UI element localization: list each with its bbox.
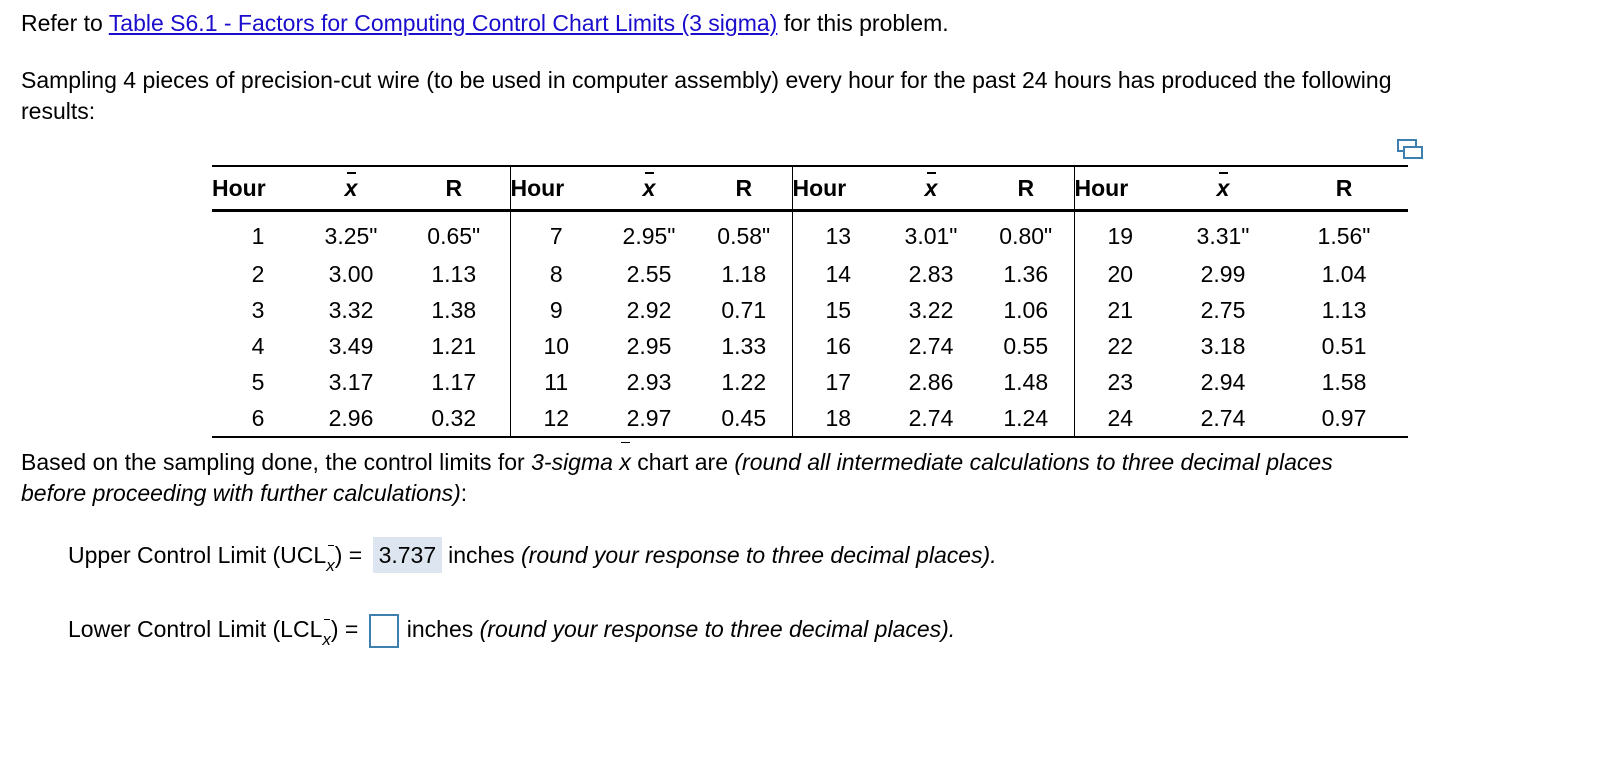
hour-cell: 18 (792, 400, 884, 437)
hour-cell: 9 (549, 296, 563, 323)
range-cell: 1.06 (978, 292, 1074, 328)
problem-statement-line2: results: (21, 98, 96, 124)
xbar-cell: 3.49 (328, 332, 374, 359)
header-hour: Hour (1074, 166, 1166, 211)
hour-cell: 4 (251, 332, 265, 359)
xbar-cell: 2.74 (908, 332, 954, 359)
lcl-row (68, 611, 955, 650)
table-row (212, 292, 1408, 328)
hour-cell: 17 (825, 368, 852, 395)
hour-cell: 2 (251, 260, 265, 287)
question-line2: before proceeding with further calculations): (21, 480, 468, 506)
range-cell: 1.13 (1321, 296, 1367, 323)
xbar-cell: 3.31" (1196, 222, 1250, 249)
ucl-equals: ) = (334, 542, 369, 568)
hour-cell: 24 (1074, 400, 1166, 437)
hour-cell: 12 (510, 400, 602, 437)
header-hour: Hour (792, 166, 884, 211)
xbar-cell: 3.01" (904, 222, 958, 249)
xbar-cell: 2.74 (884, 400, 978, 437)
header-xbar: x (602, 166, 696, 211)
table-row (212, 364, 1408, 400)
hour-cell: 22 (1107, 332, 1134, 359)
hour-cell: 10 (543, 332, 570, 359)
range-cell: 1.22 (696, 364, 792, 400)
hour-cell: 8 (549, 260, 563, 287)
range-cell: 1.04 (1321, 260, 1367, 287)
table-s6-1-link[interactable]: Table S6.1 - Factors for Computing Control Chart Limits (3 sigma) (108, 10, 778, 36)
table-row (212, 256, 1408, 292)
header-range: R (978, 166, 1074, 211)
intro-line (21, 7, 949, 39)
intro-suffix: for this problem. (777, 10, 949, 36)
rounding-instruction-cont: before proceeding with further calculations) (21, 480, 461, 506)
wire-sample-table (212, 165, 1408, 438)
xbar-cell: 2.95 (626, 332, 672, 359)
lcl-unit: inches (406, 616, 480, 642)
xbar-cell: 2.75 (1200, 296, 1246, 323)
xbar-cell: 3.18 (1200, 332, 1246, 359)
xbar-cell: 2.83 (908, 260, 954, 287)
copy-table-icon[interactable] (1397, 138, 1423, 160)
range-cell: 0.71 (696, 292, 792, 328)
ucl-unit: inches (448, 542, 522, 568)
range-cell: 1.38 (398, 292, 510, 328)
header-range: R (696, 166, 792, 211)
range-cell: 0.65" (398, 211, 510, 257)
hour-cell: 5 (251, 368, 265, 395)
table-row (212, 211, 1408, 257)
hour-cell: 21 (1107, 296, 1134, 323)
range-cell: 0.55 (978, 328, 1074, 364)
question-line1 (21, 446, 1333, 478)
range-cell: 1.33 (696, 328, 792, 364)
range-cell: 1.13 (398, 256, 510, 292)
hour-cell: 11 (544, 368, 569, 395)
xbar-cell: 2.99 (1200, 260, 1246, 287)
lcl-xbar-subscript: x (322, 622, 331, 658)
hour-cell: 20 (1107, 260, 1134, 287)
hour-cell: 7 (549, 222, 563, 249)
range-cell: 1.58 (1321, 368, 1367, 395)
range-cell: 0.80" (978, 211, 1074, 257)
xbar-cell: 2.94 (1200, 368, 1246, 395)
ucl-note: (round your response to three decimal places). (521, 542, 997, 568)
hour-cell: 13 (825, 222, 852, 249)
hour-cell: 1 (251, 222, 265, 249)
hour-cell: 19 (1107, 222, 1134, 249)
hour-cell: 3 (251, 296, 265, 323)
xbar-cell: 2.93 (626, 368, 672, 395)
hour-cell: 14 (825, 260, 852, 287)
ucl-answer: 3.737 (373, 537, 443, 573)
question-text: Based on the sampling done, the control limits for (21, 449, 532, 475)
lcl-note: (round your response to three decimal places). (479, 616, 956, 642)
range-cell: 1.56" (1317, 222, 1371, 249)
hour-cell: 6 (212, 400, 304, 437)
table-row (212, 400, 1408, 437)
range-cell: 1.21 (398, 328, 510, 364)
intro-prefix: Refer to (21, 10, 109, 36)
lcl-label: Lower Control Limit (LCL (68, 616, 323, 642)
xbar-cell: 2.74 (1166, 400, 1280, 437)
xbar-cell: 3.22 (908, 296, 954, 323)
header-range: R (1280, 166, 1408, 211)
xbar-cell: 3.00 (328, 260, 374, 287)
range-cell: 1.17 (398, 364, 510, 400)
range-cell: 0.97 (1280, 400, 1408, 437)
xbar-cell: 2.92 (626, 296, 672, 323)
xbar-cell: 2.97 (602, 400, 696, 437)
xbar-cell: 3.25" (324, 222, 378, 249)
sigma-term: 3-sigma (531, 449, 613, 475)
range-cell: 1.18 (696, 256, 792, 292)
xbar-cell: 3.32 (328, 296, 374, 323)
ucl-xbar-subscript: x (326, 548, 335, 584)
range-cell: 0.58" (696, 211, 792, 257)
table-header-row (212, 166, 1408, 211)
header-xbar: x (884, 166, 978, 211)
hour-cell: 23 (1107, 368, 1134, 395)
lcl-equals: ) = (330, 616, 365, 642)
header-xbar: x (1166, 166, 1280, 211)
xbar-cell: 2.95" (622, 222, 676, 249)
hour-cell: 16 (825, 332, 852, 359)
table-row (212, 328, 1408, 364)
range-cell: 0.51 (1321, 332, 1367, 359)
xbar-cell: 3.17 (328, 368, 374, 395)
range-cell: 0.45 (696, 400, 792, 437)
xbar-cell: 2.96 (304, 400, 398, 437)
hour-cell: 15 (825, 296, 852, 323)
header-hour: Hour (212, 166, 304, 211)
ucl-row (68, 537, 997, 576)
ucl-label: Upper Control Limit (UCL (68, 542, 327, 568)
header-hour: Hour (510, 166, 602, 211)
header-xbar: x (304, 166, 398, 211)
lcl-input[interactable] (369, 614, 399, 648)
xbar-symbol: x (619, 446, 631, 478)
range-cell: 1.24 (978, 400, 1074, 437)
header-range: R (398, 166, 510, 211)
range-cell: 1.36 (978, 256, 1074, 292)
question-text-2: chart are (630, 449, 735, 475)
range-cell: 1.48 (978, 364, 1074, 400)
range-cell: 0.32 (398, 400, 510, 437)
xbar-cell: 2.86 (908, 368, 954, 395)
problem-statement-line1: Sampling 4 pieces of precision-cut wire (to be used in computer assembly) every hour for the past 24 hours has produced the following (21, 67, 1392, 93)
rounding-instruction: (round all intermediate calculations to three decimal places (734, 449, 1333, 475)
xbar-cell: 2.55 (626, 260, 672, 287)
